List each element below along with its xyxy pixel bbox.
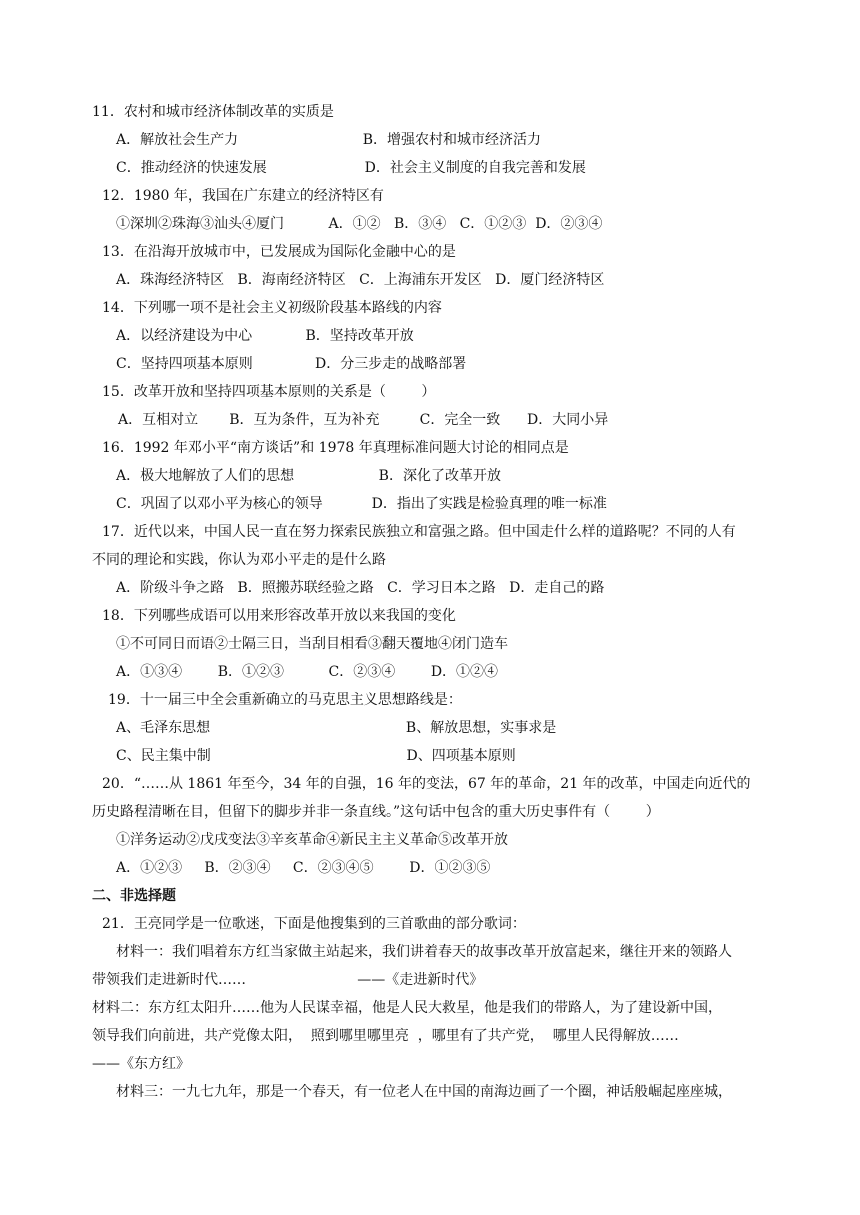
question-12-options: ①深圳②珠海③汕头④厦门 A．①② B．③④ C．①②③ D．②③④ bbox=[116, 216, 603, 232]
question-14-stem: 14．下列哪一项不是社会主义初级阶段基本路线的内容 bbox=[102, 300, 442, 316]
question-19-options-ab: A、毛泽东思想 B、解放思想，实事求是 bbox=[116, 720, 557, 736]
question-11-stem: 11．农村和城市经济体制改革的实质是 bbox=[92, 104, 334, 120]
material-2-line2: 领导我们向前进，共产党像太阳， 照到哪里哪里亮 ，哪里有了共产党， 哪里人民得解放…… bbox=[92, 1028, 679, 1044]
question-11-options-cd: C．推动经济的快速发展 D．社会主义制度的自我完善和发展 bbox=[116, 160, 586, 176]
question-14-options-ab: A．以经济建设为中心 B．坚持改革开放 bbox=[116, 328, 414, 344]
question-18-options: A．①③④ B．①②③ C．②③④ D．①②④ bbox=[116, 664, 499, 680]
material-2-line1: 材料二：东方红太阳升……他为人民谋幸福，他是人民大救星，他是我们的带路人，为了建设新中国， bbox=[92, 1000, 722, 1016]
question-16-options-ab: A．极大地解放了人们的思想 B．深化了改革开放 bbox=[116, 468, 501, 484]
question-17-options: A．阶级斗争之路 B．照搬苏联经验之路 C．学习日本之路 D．走自己的路 bbox=[116, 580, 605, 596]
question-20-options: A．①②③ B．②③④ C．②③④⑤ D．①②③⑤ bbox=[116, 860, 491, 876]
question-15-options: A．互相对立 B．互为条件，互为补充 C．完全一致 D．大同小异 bbox=[118, 412, 609, 428]
question-14-options-cd: C．坚持四项基本原则 D．分三步走的战略部署 bbox=[116, 356, 467, 372]
material-1-line2: 带领我们走进新时代…… ——《走进新时代》 bbox=[92, 972, 484, 988]
question-17-stem-line1: 17．近代以来，中国人民一直在努力探索民族独立和富强之路。但中国走什么样的道路呢？不同的人有 bbox=[102, 524, 736, 540]
material-3-line1: 材料三：一九七九年，那是一个春天，有一位老人在中国的南海边画了一个圈，神话般崛起座座城， bbox=[116, 1084, 732, 1100]
question-17-stem-line2: 不同的理论和实践，你认为邓小平走的是什么路 bbox=[92, 552, 386, 568]
question-16-options-cd: C．巩固了以邓小平为核心的领导 D．指出了实践是检验真理的唯一标准 bbox=[116, 496, 607, 512]
question-20-stem-line2: 历史路程清晰在目，但留下的脚步并非一条直线。”这句话中包含的重大历史事件有（ ） bbox=[92, 804, 660, 820]
question-13-stem: 13．在沿海开放城市中，已发展成为国际化金融中心的是 bbox=[102, 244, 456, 260]
question-20-stem-line1: 20．“……从 1861 年至今，34 年的自强，16 年的变法，67 年的革命，21 年的改革，中国走向近代的 bbox=[102, 776, 751, 792]
material-2-source: ——《东方红》 bbox=[92, 1056, 190, 1072]
question-11-options-ab: A．解放社会生产力 B．增强农村和城市经济活力 bbox=[116, 132, 542, 148]
question-20-choices: ①洋务运动②戊戌变法③辛亥革命④新民主主义革命⑤改革开放 bbox=[116, 832, 508, 848]
question-21-stem: 21．王亮同学是一位歌迷，下面是他搜集到的三首歌曲的部分歌词： bbox=[102, 916, 526, 932]
question-16-stem: 16．1992 年邓小平“南方谈话”和 1978 年真理标准问题大讨论的相同点是 bbox=[102, 440, 569, 456]
section-heading-non-choice: 二、非选择题 bbox=[92, 888, 176, 904]
question-15-stem: 15．改革开放和坚持四项基本原则的关系是（ ） bbox=[102, 384, 436, 400]
question-13-options: A．珠海经济特区 B．海南经济特区 C．上海浦东开发区 D．厦门经济特区 bbox=[116, 272, 605, 288]
question-18-stem: 18．下列哪些成语可以用来形容改革开放以来我国的变化 bbox=[102, 608, 456, 624]
material-1-line1: 材料一：我们唱着东方红当家做主站起来，我们讲着春天的故事改革开放富起来，继往开来的领路人 bbox=[116, 944, 732, 960]
question-18-choices: ①不可同日而语②士隔三日，当刮目相看③翻天覆地④闭门造车 bbox=[116, 636, 508, 652]
question-19-options-cd: C、民主集中制 D、四项基本原则 bbox=[116, 748, 516, 764]
question-19-stem: 19．十一届三中全会重新确立的马克思主义思想路线是： bbox=[108, 692, 462, 708]
question-12-stem: 12．1980 年，我国在广东建立的经济特区有 bbox=[102, 188, 384, 204]
